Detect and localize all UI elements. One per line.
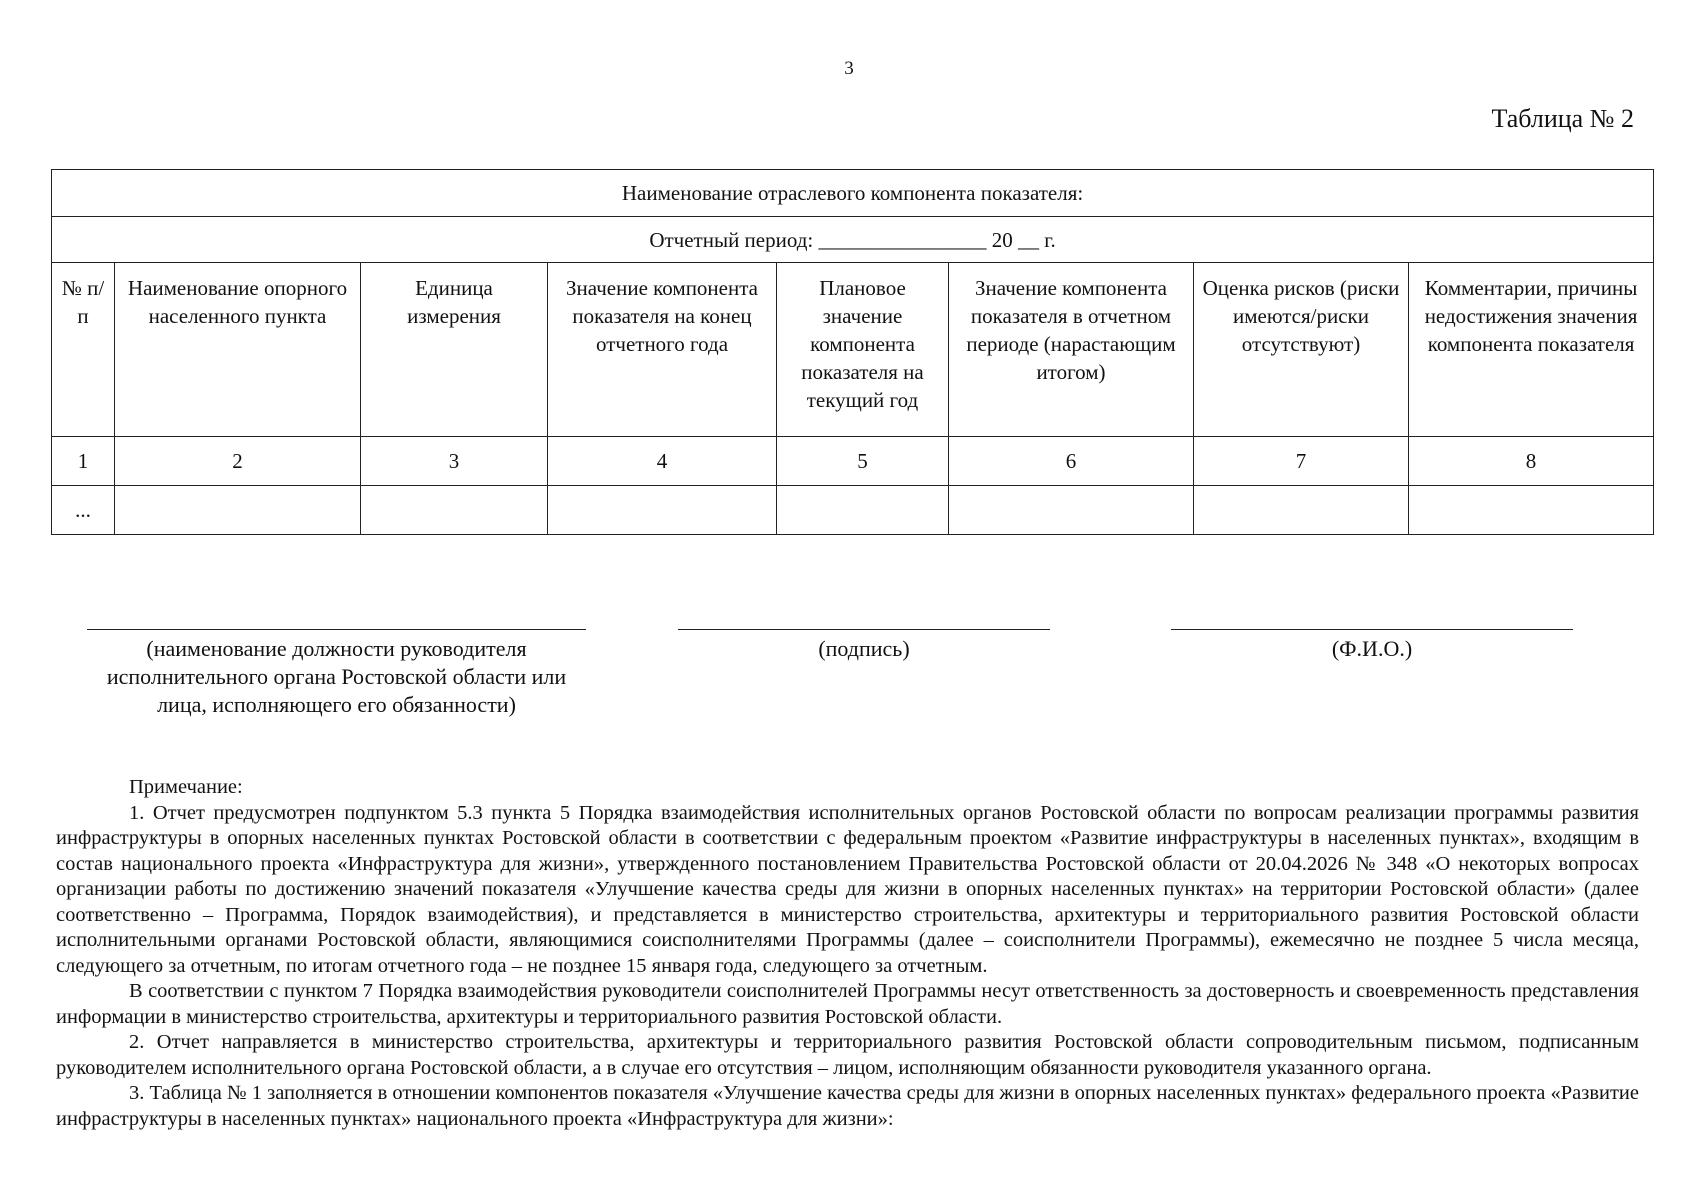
table-header-row — [52, 263, 1654, 437]
note-paragraph: 1. Отчет предусмотрен подпунктом 5.3 пункта 5 Порядка взаимодействия исполнительных органов Ростовской области по вопросам реализации программы развития инфраструктуры в опорных населенных пунктах Ростовской области в соответствии с федеральным проектом «Развитие инфраструктуры в населенных пунктах», входящим в состав национального проекта «Инфраструктура для жизни», утвержденного постановлением Правительства Ростовской области от 20.04.2026 № 348 «О некоторых вопросах организации работы по достижению значений показателя «Улучшение качества среды для жизни в опорных населенных пунктах» на территории Ростовской области» (далее соответственно – Программа, Порядок взаимодействия), и представляется в министерство строительства, архитектуры и территориального развития Ростовской области исполнительными органами Ростовской области, являющимися соисполнителями Программы (далее – соисполнители Программы), ежемесячно не позднее 5 числа месяца, следующего за отчетным, по итогам отчетного года – не позднее 15 января года, следующего за отчетным. — [56, 801, 1639, 977]
column-number: 3 — [361, 437, 548, 486]
column-header: Комментарии, причины недостижения значения компонента показателя — [1409, 263, 1654, 437]
table-cell — [115, 486, 361, 535]
column-header: Наименование опорного населенного пункта — [115, 263, 361, 437]
table-cell — [548, 486, 777, 535]
table-title: Наименование отраслевого компонента показателя: — [52, 170, 1654, 217]
signature-line — [87, 629, 586, 630]
signature-caption: (подпись) — [818, 636, 910, 661]
table-cell — [777, 486, 949, 535]
column-number: 4 — [548, 437, 777, 486]
table-cell — [1409, 486, 1654, 535]
column-header: Оценка рисков (риски имеются/риски отсутствуют) — [1194, 263, 1409, 437]
column-number: 6 — [949, 437, 1194, 486]
column-number-row — [52, 437, 1654, 486]
table-period-row — [52, 217, 1654, 263]
column-header: Значение компонента показателя в отчетном периоде (нарастающим итогом) — [949, 263, 1194, 437]
report-table — [51, 169, 1654, 535]
reporting-period: Отчетный период: ________________ 20 __ г. — [52, 217, 1654, 263]
note-paragraph: В соответствии с пунктом 7 Порядка взаимодействия руководители соисполнителей Программы несут ответственность за достоверность и своевременность представления информации в министерство строительства, архитектуры и территориального развития Ростовской области. — [56, 980, 1639, 1028]
page-number: 3 — [844, 58, 854, 79]
signature-field — [678, 629, 1050, 663]
note-paragraph: 3. Таблица № 1 заполняется в отношении компонентов показателя «Улучшение качества среды для жизни в опорных населенных пунктах» федерального проекта «Развитие инфраструктуры в населенных пунктах» национального проекта «Инфраструктура для жизни»: — [56, 1082, 1639, 1130]
column-header: Единица измерения — [361, 263, 548, 437]
position-signature-field — [87, 629, 586, 719]
fio-field — [1171, 629, 1573, 663]
column-header: Плановое значение компонента показателя на текущий год — [777, 263, 949, 437]
column-number: 2 — [115, 437, 361, 486]
column-header: Значение компонента показателя на конец отчетного года — [548, 263, 777, 437]
table-cell — [949, 486, 1194, 535]
fio-caption: (Ф.И.О.) — [1331, 636, 1413, 661]
notes-heading: Примечание: — [129, 776, 243, 798]
column-number: 8 — [1409, 437, 1654, 486]
table-cell — [361, 486, 548, 535]
column-number: 1 — [52, 437, 115, 486]
note-paragraph: 2. Отчет направляется в министерство строительства, архитектуры и территориального развития Ростовской области сопроводительным письмом, подписанным руководителем исполнительного органа Ростовской области, а в случае его отсутствия – лицом, исполняющим обязанности руководителя указанного органа. — [56, 1031, 1639, 1079]
table-label: Таблица № 2 — [1491, 104, 1634, 133]
position-caption: (наименование должности руководителя исполнительного органа Ростовской области или лица, исполняющего его обязанности) — [106, 636, 567, 717]
table-cell: ... — [52, 486, 115, 535]
table-cell — [1194, 486, 1409, 535]
column-number: 7 — [1194, 437, 1409, 486]
signature-line — [1171, 629, 1573, 630]
notes-section — [56, 775, 1639, 1132]
table-row — [52, 486, 1654, 535]
column-number: 5 — [777, 437, 949, 486]
signature-line — [678, 629, 1050, 630]
table-title-row — [52, 170, 1654, 217]
column-header: № п/п — [52, 263, 115, 437]
